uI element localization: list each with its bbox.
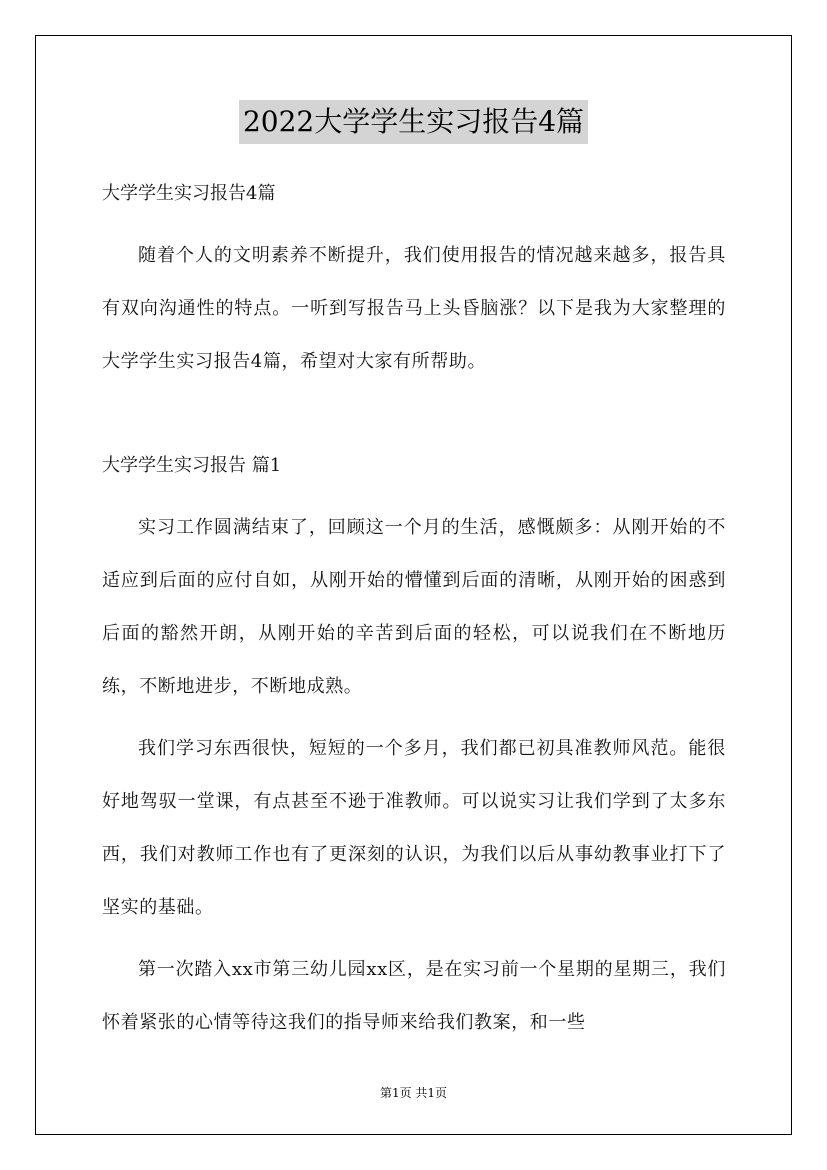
document-title: 2022大学学生实习报告4篇 (239, 100, 588, 144)
intro-paragraph: 随着个人的文明素养不断提升，我们使用报告的情况越来越多，报告具有双向沟通性的特点。一听到写报告马上头昏脑涨？以下是我为大家整理的大学学生实习报告4篇，希望对大家有所帮助。 (102, 245, 726, 372)
body-paragraph-2: 我们学习东西很快，短短的一个多月，我们都已初具准教师风范。能很好地驾驭一堂课，有点甚至不逊于准教师。可以说实习让我们学到了太多东西，我们对教师工作也有了更深刻的认识，为我们以后从事幼教事业打下了坚实的基础。 (102, 738, 726, 918)
body-paragraph-3: 第一次踏入xx市第三幼儿园xx区，是在实习前一个星期的星期三，我们怀着紧张的心情等待这我们的指导师来给我们教案，和一些 (102, 959, 726, 1033)
page-footer: 第1页 共1页 (379, 1086, 448, 1100)
document-subtitle: 大学学生实习报告4篇 (102, 183, 276, 204)
document-title-container (0, 100, 827, 144)
section-heading: 大学学生实习报告 篇1 (102, 455, 282, 476)
body-paragraph-1: 实习工作圆满结束了，回顾这一个月的生活，感慨颇多：从刚开始的不适应到后面的应付自如，从刚开始的懵懂到后面的清晰，从刚开始的困惑到后面的豁然开朗，从刚开始的辛苦到后面的轻松，可以说我们在不断地历练，不断地进步，不断地成熟。 (102, 517, 726, 697)
document-body (102, 176, 726, 1058)
